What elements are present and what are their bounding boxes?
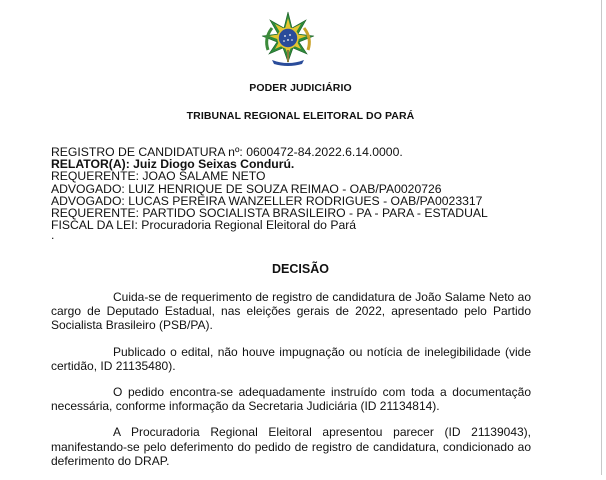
case-rapporteur: RELATOR(A): Juiz Diogo Seixas Condurú. [51,157,295,172]
case-registry-number: REGISTRO DE CANDIDATURA nº: 0600472-84.2022.6.14.0000. [51,145,403,159]
case-applicant: REQUERENTE: JOAO SALAME NETO [51,169,266,184]
header-court-branch: PODER JUDICIÁRIO [249,82,352,94]
decision-title: DECISÃO [272,262,329,276]
case-metadata [51,145,551,243]
decision-paragraph: Publicado o edital, não houve impugnação ou notícia de inelegibilidade (vide certidão, ID 21135480). [51,344,531,373]
decision-paragraph: Cuida-se de requerimento de registro de candidatura de João Salame Neto ao cargo de Deputado Estadual, nas eleições gerais de 2022, apresentado pelo Partido Socialista Brasileiro (PSB/PA). [51,290,531,333]
decision-body [51,290,531,480]
case-lawyer-1: ADVOGADO: LUIZ HENRIQUE DE SOUZA REIMAO - OAB/PA0020726 [51,181,442,196]
case-applicant-party: REQUERENTE: PARTIDO SOCIALISTA BRASILEIRO - PA - PARA - ESTADUAL [51,206,488,221]
case-lawyer-2: ADVOGADO: LUCAS PEREIRA WANZELLER RODRIGUES - OAB/PA0023317 [51,193,483,208]
case-prosecutor: FISCAL DA LEI: Procuradoria Regional Eleitoral do Pará [51,218,357,233]
case-separator-dot: . [51,228,55,243]
brazil-coat-of-arms-icon [258,10,318,68]
decision-paragraph: A Procuradoria Regional Eleitoral apresentou parecer (ID 21139043), manifestando-se pelo deferimento do pedido de registro de candidatura, condicionado ao deferimento do DRAP. [51,425,531,468]
header-court-name: TRIBUNAL REGIONAL ELEITORAL DO PARÁ [186,110,415,122]
decision-paragraph: O pedido encontra-se adequadamente instruído com toda a documentação necessária, conforme informação da Secretaria Judiciária (ID 21134814). [51,385,531,414]
